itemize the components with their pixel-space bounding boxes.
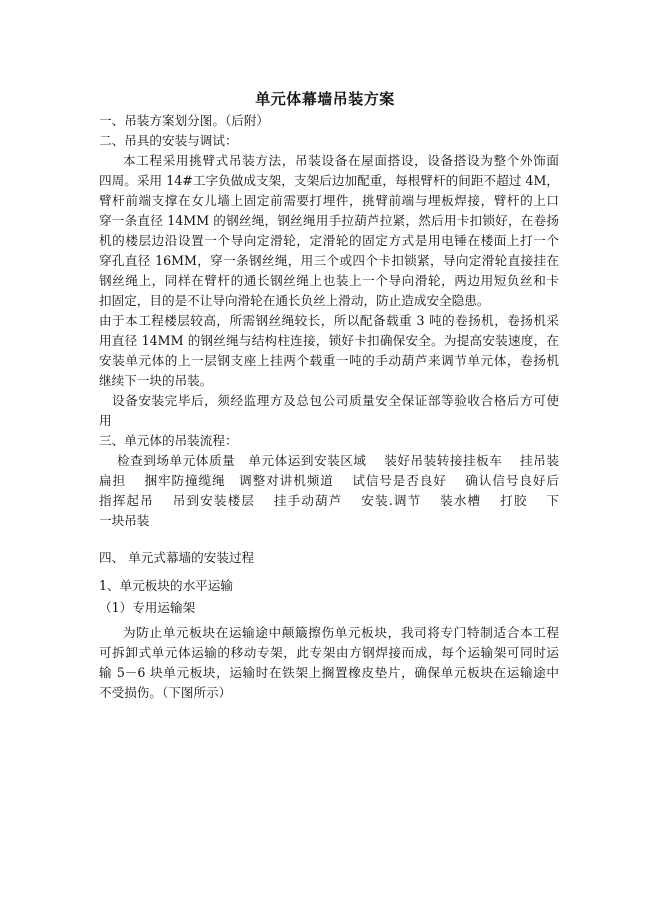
section-2-para-2-line: 用直径 14MM 的钢丝绳与结构柱连接，锁好卡扣确保安全。为提高安装速度，在 — [99, 333, 559, 348]
section-2-para-1-line: 钢丝绳上，同样在臂杆的通长钢丝绳上也装上一个导向滑轮，两边用短负丝和卡 — [99, 273, 559, 288]
section-2-para-1-line: 四周。采用 14#工字负做成支架，支架后边加配重，每根臂杆的间距不超过 4M， — [99, 173, 559, 188]
subsection-1-heading: 1、单元板块的水平运输 — [99, 578, 233, 593]
section-1-heading: 一、吊装方案划分图。（后附） — [99, 113, 270, 128]
section-3-heading: 三、单元体的吊装流程： — [99, 433, 238, 448]
section-2-para-1-line: 本工程采用挑臂式吊装方法，吊装设备在屋面搭设，设备搭设为整个外饰面 — [123, 153, 559, 168]
section-3-flow-line: 检查到场单元体质量 单元体运到安装区域 装好吊装转接挂板车 挂吊装 — [117, 453, 559, 468]
section-3-flow-line: 指挥起吊 吊到安装楼层 挂手动葫芦 安装.调节 装水槽 打胶 下 — [99, 493, 559, 508]
section-2-para-1-line: 扣固定，目的是不让导向滑轮在通长负丝上滑动，防止造成安全隐患。 — [99, 293, 490, 308]
section-4-heading: 四、 单元式幕墙的安装过程 — [99, 550, 255, 565]
section-3-flow-line: 一块吊装 — [99, 513, 150, 528]
subsection-1-para-line: 为防止单元板块在运输途中颠簸擦伤单元板块，我司将专门特制适合本工程 — [123, 625, 559, 640]
subsection-1-para-line: 不受损伤。（下图所示） — [99, 685, 232, 700]
subsection-1-para-line: 输 5－6 块单元板块，运输时在铁架上搁置橡皮垫片，确保单元板块在运输途中 — [99, 665, 559, 680]
section-3-flow-line: 扁担 捆牢防撞缆绳 调整对讲机频道 试信号是否良好 确认信号良好后 — [99, 473, 559, 488]
section-2-para-1-line: 穿一条直径 14MM 的钢丝绳，钢丝绳用手拉葫芦拉紧，然后用卡扣锁好，在卷扬 — [99, 213, 559, 228]
section-2-para-2-line: 安装单元体的上一层钢支座上挂两个载重一吨的手动葫芦来调节单元体，卷扬机 — [99, 353, 559, 368]
section-2-para-1-line: 机的楼层边沿设置一个导向定滑轮，定滑轮的固定方式是用电锤在楼面上打一个 — [99, 233, 559, 248]
subsection-1-item-1: （1）专用运输架 — [99, 600, 196, 615]
section-2-para-3-line: 设备安装完毕后，须经监理方及总包公司质量安全保证部等验收合格后方可使 — [112, 393, 559, 408]
section-2-para-1-line: 臂杆前端支撑在女儿墙上固定前需要打埋件，挑臂前端与埋板焊接，臂杆的上口 — [99, 193, 559, 208]
document-title: 单元体幕墙吊装方案 — [255, 90, 395, 108]
section-2-para-3-line: 用 — [99, 413, 112, 428]
section-2-heading: 二、吊具的安装与调试： — [99, 133, 238, 148]
subsection-1-para-line: 可拆卸式单元体运输的移动专架，此专架由方钢焊接而成，每个运输架可同时运 — [99, 645, 559, 660]
section-2-para-2-line: 继续下一块的吊装。 — [99, 373, 213, 388]
section-2-para-1-line: 穿孔直径 16MM，穿一条钢丝绳，用三个或四个卡扣锁紧，导向定滑轮直接挂在 — [99, 253, 559, 268]
section-2-para-2-line: 由于本工程楼层较高，所需钢丝绳较长，所以配备载重 3 吨的卷扬机，卷扬机采 — [99, 313, 559, 328]
